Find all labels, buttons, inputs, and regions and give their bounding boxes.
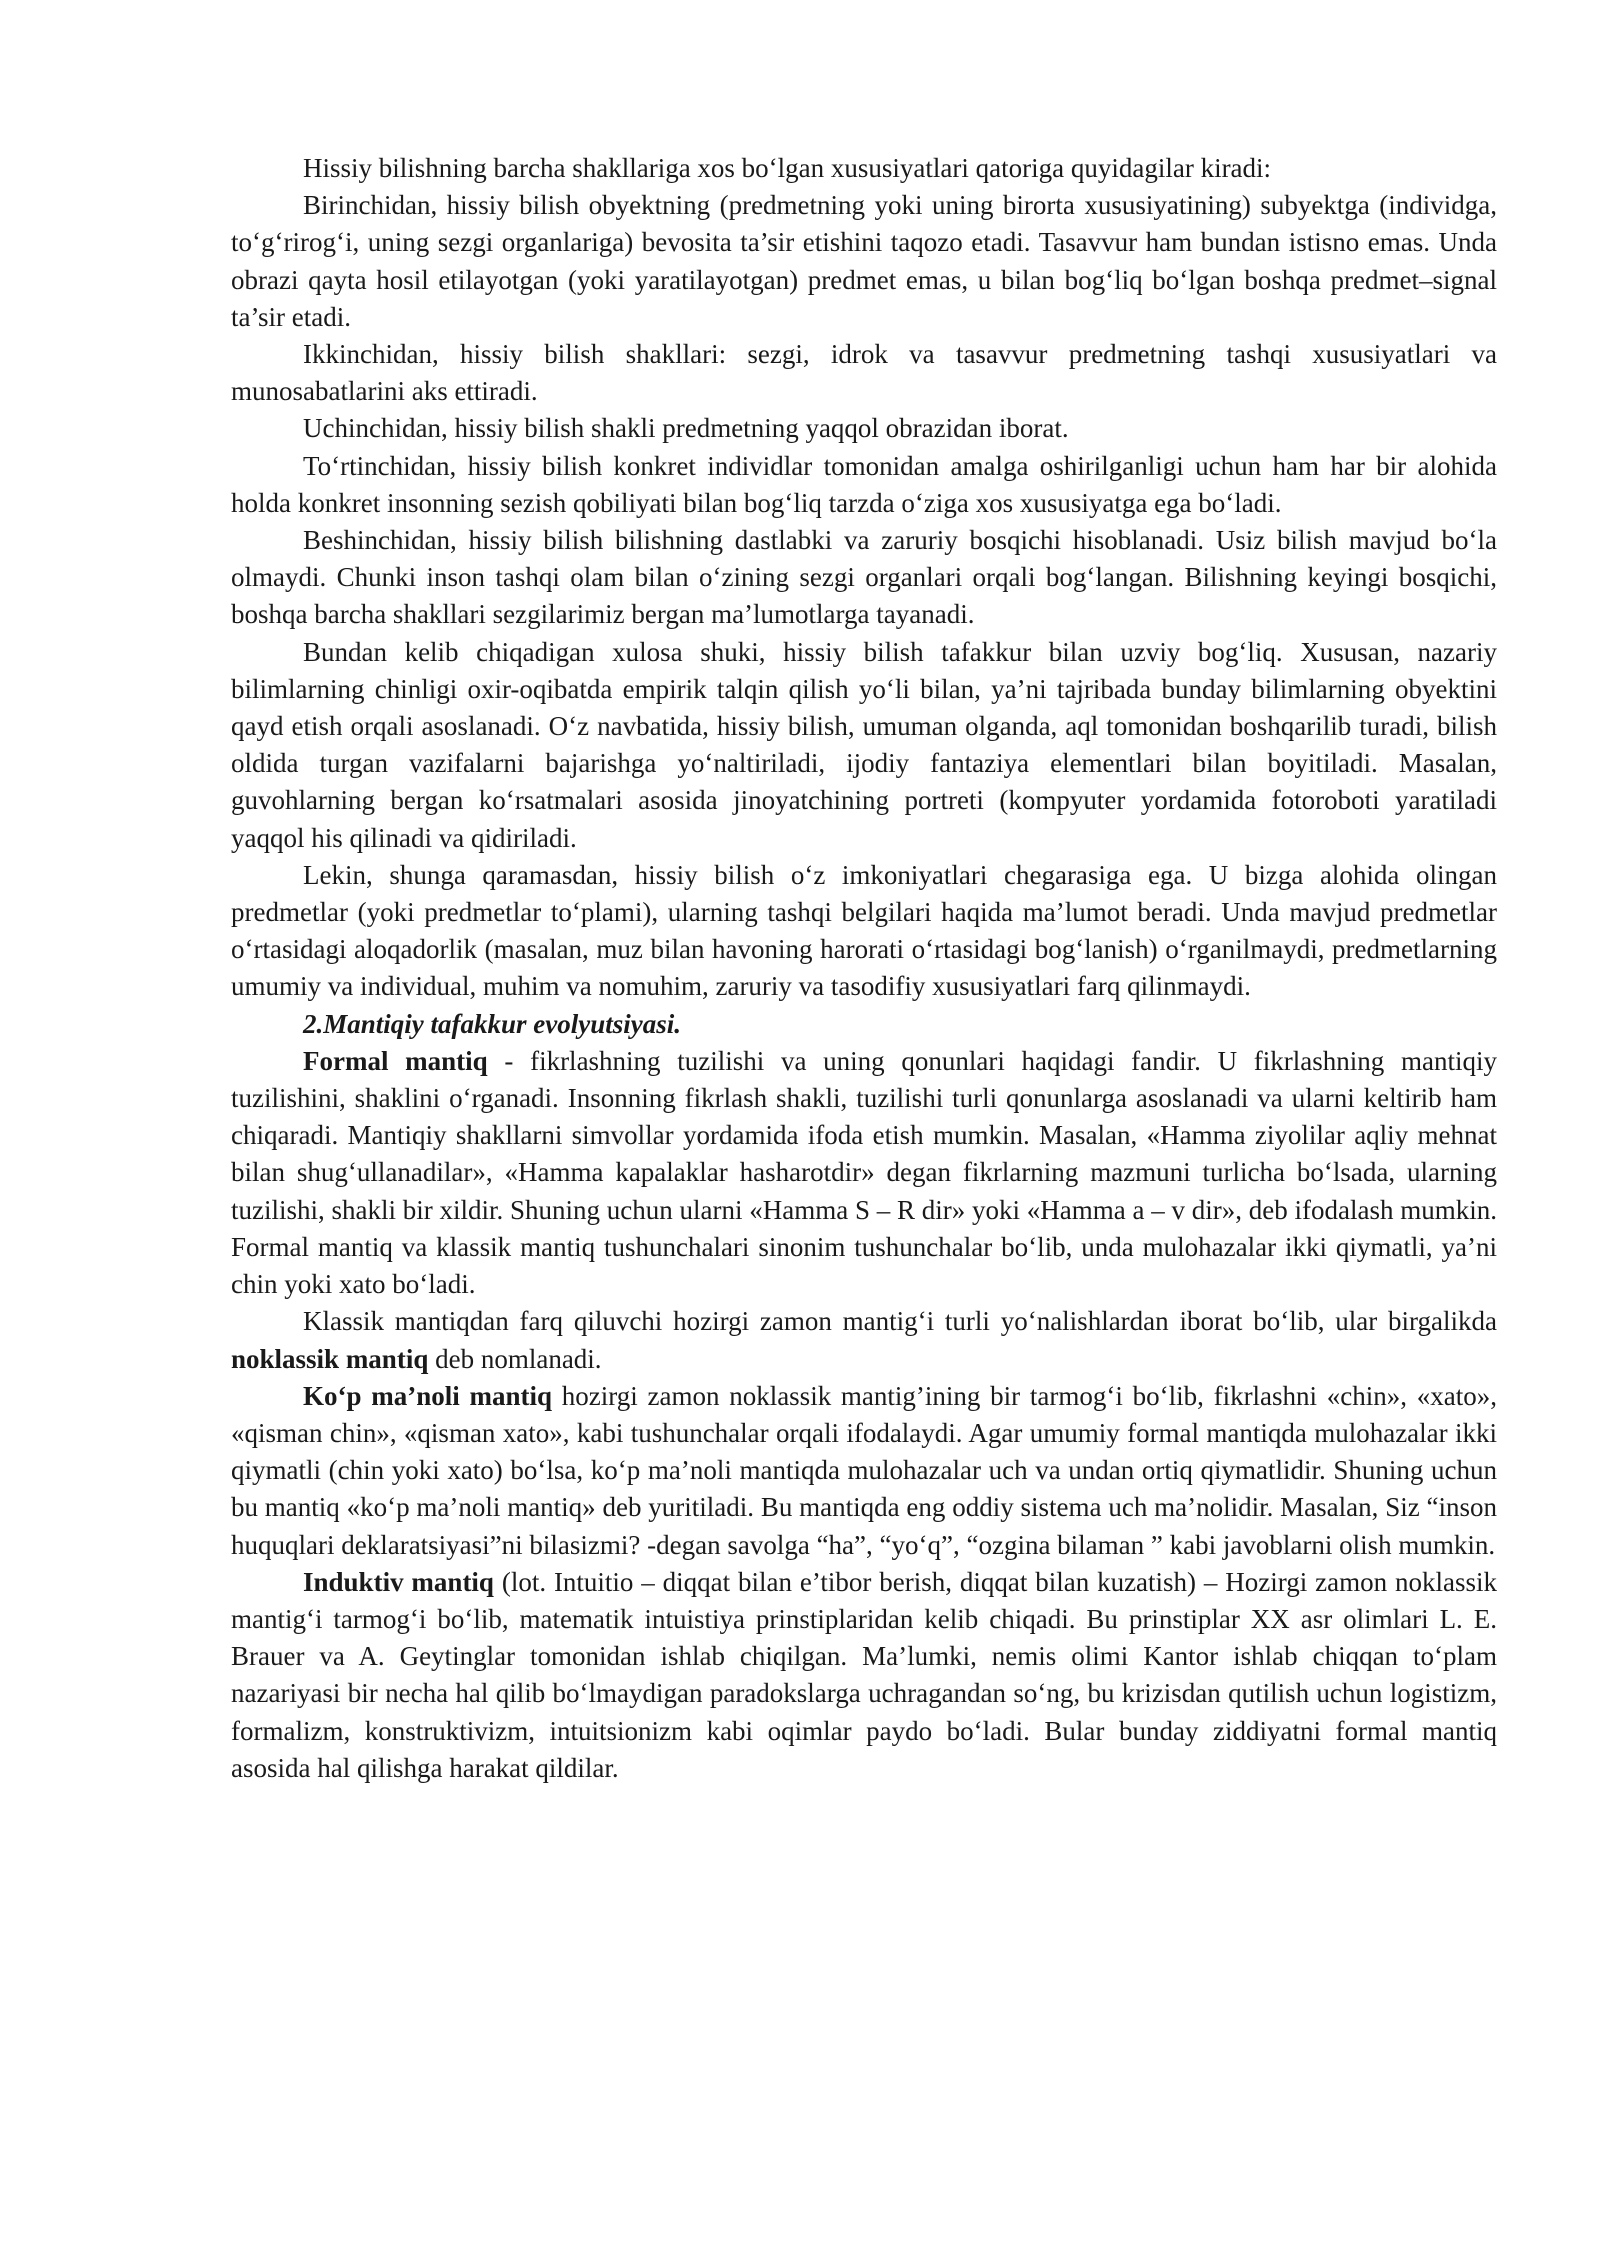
text-run: (lot. Intuitio – diqqat bilan e’tibor berish, diqqat bilan kuzatish) – Hozirgi zamon noklassik mantig‘i tarmog‘i bo‘lib, matematik intuistiya prinstiplaridan kelib chiqadi. Bu prinstiplar XX asr olimlari L. E. Brauer va A. Geytinglar tomonidan ishlab chiqilgan. Ma’lumki, nemis olimi Kantor ishlab chiqqan to‘plam nazariyasi bir necha hal qilib bo‘lmaydigan paradokslarga uchragandan so‘ng, bu krizisdan qutilish uchun logistizm, formalizm, konstruktivizm, intuitsionizm kabi oqimlar paydo bo‘ladi. Bular bunday ziddiyatni formal mantiq asosida hal qilishga harakat qildilar. <box>231 1566 1497 1783</box>
text-run: To‘rtinchidan, hissiy bilish konkret individlar tomonidan amalga oshirilganligi uchun ham har bir alohida holda konkret insonning sezish qobiliyati bilan bog‘liq tarzda o‘ziga xos xususiyatga ega bo‘ladi. <box>231 450 1497 518</box>
text-run: Klassik mantiqdan farq qiluvchi hozirgi zamon mantig‘i turli yo‘nalishlardan iborat bo‘lib, ular birgalikda <box>303 1306 1497 1337</box>
text-run: Lekin, shunga qaramasdan, hissiy bilish o‘z imkoniyatlari chegarasiga ega. U bizga alohida olingan predmetlar (yoki predmetlar to‘plami), ularning tashqi belgilari haqida ma’lumot beradi. Unda mavjud predmetlar o‘rtasidagi aloqadorlik (masalan, muz bilan havoning harorati o‘rtasidagi bog‘lanish) o‘rganilmaydi, predmetlarning umumiy va individual, muhim va nomuhim, zaruriy va tasodifiy xususiyatlari farq qilinmaydi. <box>231 859 1497 1002</box>
text-run: Birinchidan, hissiy bilish obyektning (predmetning yoki uning birorta xususiyatining) subyektga (individga, to‘g‘rirog‘i, uning sezgi organlariga) bevosita ta’sir etishini taqozo etadi. Tasavvur ham bundan istisno emas. Unda obrazi qayta hosil etilayotgan (yoki yaratilayotgan) predmet emas, u bilan bog‘liq bo‘lgan boshqa predmet–signal ta’sir etadi. <box>231 190 1497 332</box>
text-run: Hissiy bilishning barcha shakllariga xos bo‘lgan xususiyatlari qatoriga quyidagilar kiradi: <box>303 153 1272 183</box>
text-run: Ikkinchidan, hissiy bilish shakllari: sezgi, idrok va tasavvur predmetning tashqi xususiyatlari va munosabatlarini aks ettiradi. <box>231 339 1497 407</box>
paragraph-kop-manoli <box>231 1378 1497 1564</box>
paragraph-5 <box>231 448 1497 522</box>
paragraph-1 <box>231 150 1497 187</box>
paragraph-2 <box>231 187 1497 336</box>
term-bold: Induktiv mantiq <box>303 1566 494 1597</box>
paragraph-7 <box>231 634 1497 857</box>
text-run: Uchinchidan, hissiy bilish shakli predmetning yaqqol obrazidan iborat. <box>303 413 1069 444</box>
paragraph-3 <box>231 336 1497 410</box>
term-bold: Formal mantiq <box>303 1045 488 1076</box>
section-heading <box>231 1006 1497 1043</box>
text-run: Bundan kelib chiqadigan xulosa shuki, hissiy bilish tafakkur bilan uzviy bog‘liq. Xususan, nazariy bilimlarning chinligi oxir-oqibatda empirik talqin qilish yo‘li bilan, ya’ni tajribada bunday bilimlarning obyektini qayd etish orqali asoslanadi. O‘z navbatida, hissiy bilish, umuman olganda, aql tomonidan boshqarilib turadi, bilish oldida turgan vazifalarni bajarishga yo‘naltiriladi, ijodiy fantaziya elementlari bilan boyitiladi. Masalan, guvohlarning bergan ko‘rsatmalari asosida jinoyatchining portreti (kompyuter yordamida fotoroboti yaratiladi yaqqol his qilinadi va qidiriladi. <box>231 636 1497 853</box>
paragraph-formal-mantiq <box>231 1043 1497 1303</box>
text-run: Beshinchidan, hissiy bilish bilishning dastlabki va zaruriy bosqichi hisoblanadi. Usiz bilish mavjud bo‘la olmaydi. Chunki inson tashqi olam bilan o‘zining sezgi organlari orqali bog‘langan. Bilishning keyingi bosqichi, boshqa barcha shakllari sezgilarimiz bergan ma’lumotlarga tayanadi. <box>231 525 1497 630</box>
document-body <box>231 150 1497 1787</box>
term-bold: Ko‘p ma’noli mantiq <box>303 1380 553 1411</box>
heading-text: 2.Mantiqiy tafakkur evolyutsiyasi. <box>303 1008 681 1039</box>
paragraph-4 <box>231 410 1497 447</box>
text-run: - fikrlashning tuzilishi va uning qonunlari haqidagi fandir. U fikrlashning mantiqiy tuzilishini, shaklini o‘rganadi. Insonning fikrlash shakli, tuzilishi turli qonunlarga asoslanadi va ularni keltirib ham chiqaradi. Mantiqiy shakllarni simvollar yordamida ifoda etish mumkin. Masalan, «Hamma ziyolilar aqliy mehnat bilan shug‘ullanadilar», «Hamma kapalaklar hasharotdir» degan fikrlarning mazmuni turlicha bo‘lsada, ularning tuzilishi, shakli bir xildir. Shuning uchun ularni «Hamma S – R dir» yoki «Hamma a – v dir», deb ifodalash mumkin. Formal mantiq va klassik mantiq tushunchalari sinonim tushunchalar bo‘lib, unda mulohazalar ikki qiymatli, ya’ni chin yoki xato bo‘ladi. <box>231 1045 1497 1300</box>
paragraph-8 <box>231 857 1497 1006</box>
term-bold: noklassik mantiq <box>231 1343 429 1374</box>
paragraph-noklassik <box>231 1303 1497 1377</box>
text-run: deb nomlanadi. <box>428 1343 602 1374</box>
paragraph-6 <box>231 522 1497 634</box>
paragraph-induktiv <box>231 1564 1497 1787</box>
text-run: hozirgi zamon noklassik mantig’ining bir tarmog‘i bo‘lib, fikrlashni «chin», «xato», «qisman chin», «qisman xato», kabi tushunchalar orqali ifodalaydi. Agar umumiy formal mantiqda mulohazalar ikki qiymatli (chin yoki xato) bo‘lsa, ko‘p ma’noli mantiqda mulohazalar uch va undan ortiq qiymatlidir. Shuning uchun bu mantiq «ko‘p ma’noli mantiq» deb yuritiladi. Bu mantiqda eng oddiy sistema uch ma’nolidir. Masalan, Siz “inson huquqlari deklaratsiyasi”ni bilasizmi? -degan savolga “ha”, “yo‘q”, “ozgina bilaman ” kabi javoblarni olish mumkin. <box>231 1380 1497 1560</box>
